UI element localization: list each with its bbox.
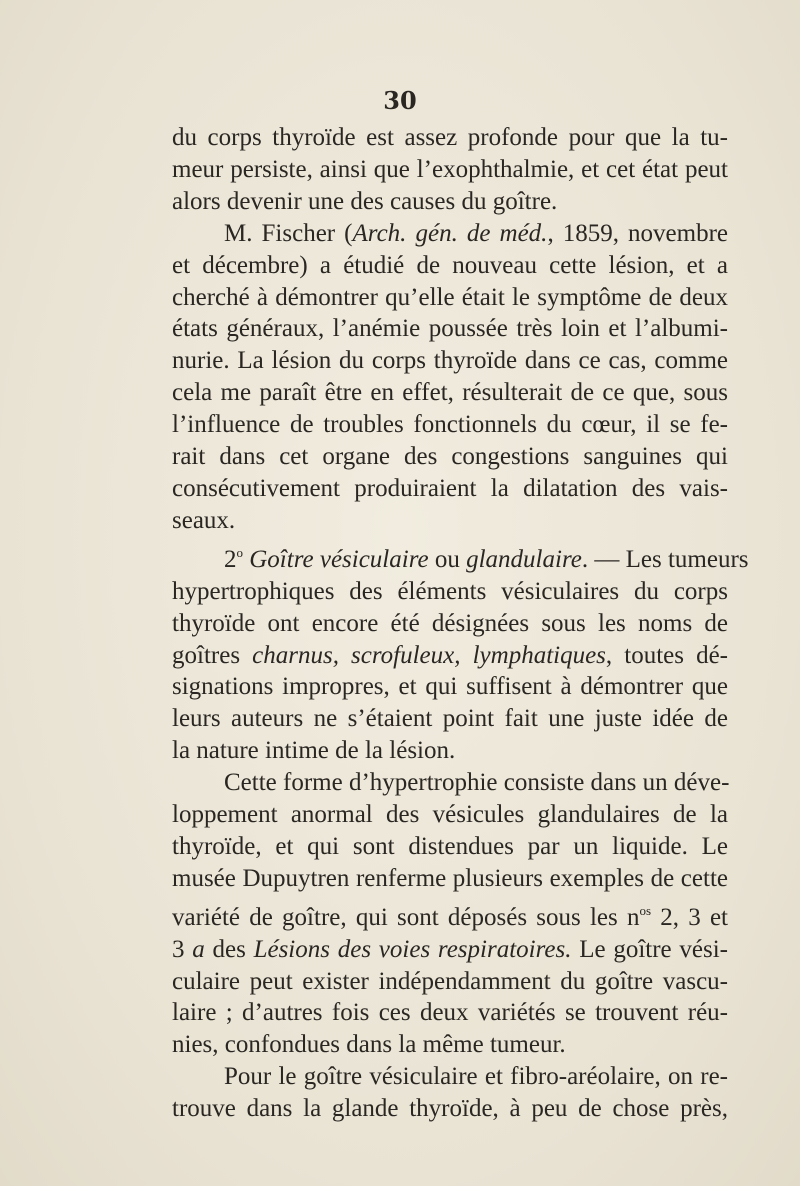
italic-text: Lésions des voies respiratoires. xyxy=(253,935,572,963)
text-segment: consécutivement produiraient la dilatation des vais- xyxy=(172,474,728,502)
text-segment: 2 xyxy=(224,545,237,573)
text-segment: leurs auteurs ne s’étaient point fait une juste idée de xyxy=(172,705,728,733)
text-line xyxy=(172,640,728,672)
text-segment: ou xyxy=(428,545,467,573)
text-line xyxy=(172,895,728,934)
text-segment: goîtres xyxy=(172,641,253,669)
text-segment: états généraux, l’anémie poussée très loin et l’albumi- xyxy=(172,315,728,343)
text-segment: seaux. xyxy=(172,506,236,534)
text-segment: Le goître vési- xyxy=(571,935,729,963)
text-line xyxy=(172,154,728,186)
text-segment: cela me paraît être en effet, résulterait de ce que, sous xyxy=(172,379,728,407)
text-line xyxy=(172,186,728,218)
text-line xyxy=(172,505,728,537)
body-text xyxy=(172,122,749,1125)
text-segment: thyroïde, et qui sont distendues par un liquide. Le xyxy=(172,832,728,860)
text-line xyxy=(172,799,728,831)
text-line xyxy=(172,671,728,703)
text-segment: alors devenir une des causes du goître. xyxy=(172,187,558,215)
text-segment: , 1859, novembre xyxy=(547,219,729,247)
text-line xyxy=(172,767,728,799)
text-line xyxy=(172,863,728,895)
text-line xyxy=(172,1061,728,1093)
text-segment: musée Dupuytren renferme plusieurs exemples de cette xyxy=(172,864,728,892)
superscript-text: os xyxy=(639,902,652,918)
text-line xyxy=(172,831,728,863)
text-line xyxy=(172,576,728,608)
italic-text: Goître vésiculaire xyxy=(249,545,429,573)
italic-text: Arch. gén. de méd. xyxy=(352,219,548,247)
text-line xyxy=(172,934,728,966)
text-segment: laire ; d’autres fois ces deux variétés se trouvent réu- xyxy=(172,999,728,1027)
superscript-text: o xyxy=(236,544,243,560)
text-segment: , toutes dé- xyxy=(605,641,729,669)
text-line xyxy=(172,122,728,154)
text-line xyxy=(172,537,749,576)
text-segment: 3 xyxy=(172,935,193,963)
text-line xyxy=(172,473,728,505)
text-line xyxy=(172,608,728,640)
text-segment: nurie. La lésion du corps thyroïde dans ce cas, comme xyxy=(172,347,728,375)
text-line xyxy=(172,377,728,409)
text-line xyxy=(172,997,728,1029)
text-segment: hypertrophiques des éléments vésiculaires du corps xyxy=(172,577,728,605)
text-line xyxy=(172,735,728,767)
text-segment: meur persiste, ainsi que l’exophthalmie, et cet état peut xyxy=(172,155,728,183)
text-line xyxy=(172,1093,728,1125)
text-line xyxy=(172,441,728,473)
text-segment: rait dans cet organe des congestions sanguines qui xyxy=(172,443,728,471)
text-segment: des xyxy=(204,935,254,963)
text-line xyxy=(172,250,728,282)
text-segment: nies, confondues dans la même tumeur. xyxy=(172,1031,566,1059)
text-segment: Pour le goître vésiculaire et fibro-aréolaire, on re- xyxy=(224,1063,728,1091)
italic-text: glandulaire xyxy=(466,545,582,573)
text-segment: et décembre) a étudié de nouveau cette lésion, et a xyxy=(172,251,728,279)
text-segment: trouve dans la glande thyroïde, à peu de chose près, xyxy=(172,1095,728,1123)
text-segment: signations impropres, et qui suffisent à démontrer que xyxy=(172,673,728,701)
text-segment: thyroïde ont encore été désignées sous les noms de xyxy=(172,609,728,637)
text-line xyxy=(172,409,728,441)
text-segment: culaire peut exister indépendamment du goître vascu- xyxy=(172,967,728,995)
italic-text: charnus, scrofuleux, lymphatiques xyxy=(252,641,606,669)
text-line xyxy=(172,282,728,314)
text-segment: variété de goître, qui sont déposés sous les n xyxy=(172,903,640,931)
text-line xyxy=(172,345,728,377)
text-segment: . — Les tumeurs xyxy=(581,545,749,573)
text-segment: du corps thyroïde est assez profonde pour que la tu- xyxy=(172,124,728,151)
text-line xyxy=(172,966,728,998)
text-segment: la nature intime de la lésion. xyxy=(172,737,456,765)
text-segment: l’influence de troubles fonctionnels du cœur, il se fe- xyxy=(172,411,728,439)
text-segment: loppement anormal des vésicules glandulaires de la xyxy=(172,801,728,829)
text-segment: cherché à démontrer qu’elle était le symptôme de deux xyxy=(172,283,728,311)
text-segment: Cette forme d’hypertrophie consiste dans un déve- xyxy=(224,769,730,797)
text-line xyxy=(172,218,728,250)
text-line xyxy=(172,1029,728,1061)
text-segment: M. Fischer ( xyxy=(224,219,353,247)
text-segment: 2, 3 et xyxy=(651,903,728,931)
text-line xyxy=(172,313,728,345)
text-line xyxy=(172,703,728,735)
page-number: 30 xyxy=(383,86,417,115)
italic-text: a xyxy=(192,935,205,963)
